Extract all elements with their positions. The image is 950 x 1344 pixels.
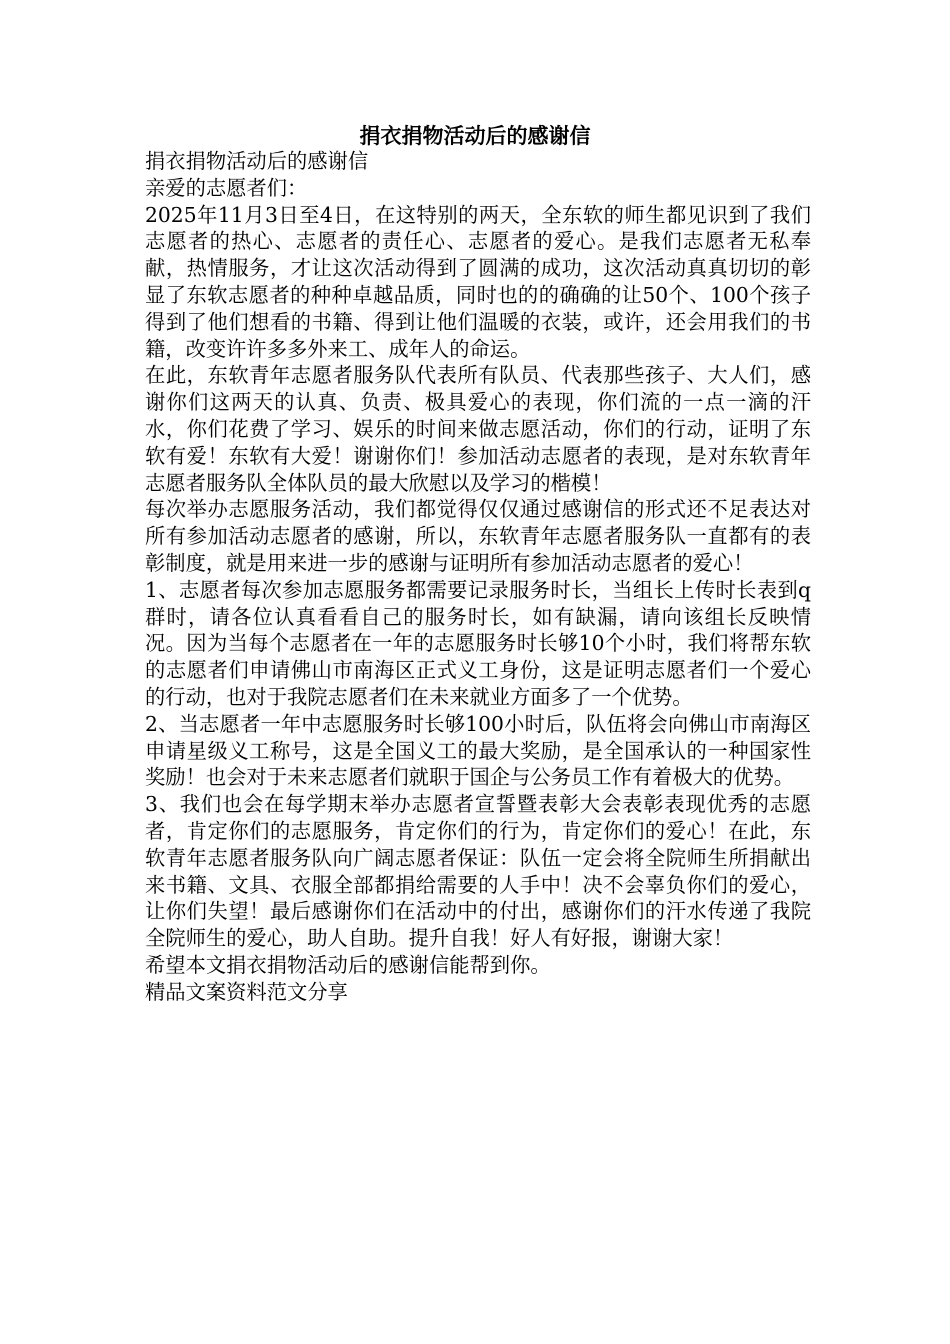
salutation: 亲爱的志愿者们： (145, 175, 308, 200)
paragraph-commendation: 每次举办志愿服务活动，我们都觉得仅仅通过感谢信的形式还不足表达对所有参加活动志愿者的感谢，所以，东软青年志愿者服务队一直都有的表彰制度，就是用来进一步的感谢与证明所有参加活动志愿者的爱心！ (145, 497, 811, 575)
document-title: 捐衣捐物活动后的感谢信 (359, 124, 591, 148)
paragraph-thanks: 在此，东软青年志愿者服务队代表所有队员、代表那些孩子、大人们，感谢你们这两天的认真、负责、极具爱心的表现，你们流的一点一滴的汗水，你们花费了学习、娱乐的时间来做志愿活动，你们的行动，证明了东软有爱！东软有大爱！谢谢你们！参加活动志愿者的表现，是对东软青年志愿者服务队全体队员的最大欣慰以及学习的楷模！ (145, 363, 811, 495)
letter-subtitle: 捐衣捐物活动后的感谢信 (145, 149, 369, 173)
list-item-2: 2、当志愿者一年中志愿服务时长够100小时后，队伍将会向佛山市南海区申请星级义工称号，这是全国义工的最大奖励，是全国承认的一种国家性奖励！也会对于未来志愿者们就职于国企与公务员工作有着极大的优势。 (145, 711, 811, 790)
list-item-1: 1、志愿者每次参加志愿服务都需要记录服务时长，当组长上传时长表到q群时，请各位认真看看自己的服务时长，如有缺漏，请向该组长反映情况。因为当每个志愿者在一年的志愿服务时长够10个小时，我们将帮东软的志愿者们申请佛山市南海区正式义工身份，这是证明志愿者们一个爱心的行动，也对于我院志愿者们在未来就业方面多了一个优势。 (145, 577, 811, 709)
footer-note: 精品文案资料范文分享 (145, 979, 348, 1004)
document-body (145, 148, 811, 1006)
paragraph-intro: 2025年11月3日至4日，在这特别的两天，全东软的师生都见识到了我们志愿者的热心、志愿者的责任心、志愿者的爱心。是我们志愿者无私奉献，热情服务，才让这次活动得到了圆满的成功，这次活动真真切切的彰显了东软志愿者的种种卓越品质，同时也的的确确的让50个、100个孩子得到了他们想看的书籍、得到让他们温暖的衣装，或许，还会用我们的书籍，改变许许多多外来工、成年人的命运。 (145, 202, 811, 361)
list-item-3: 3、我们也会在每学期末举办志愿者宣誓暨表彰大会表彰表现优秀的志愿者，肯定你们的志愿服务，肯定你们的行为，肯定你们的爱心！在此，东软青年志愿者服务队向广阔志愿者保证：队伍一定会将全院师生所捐献出来书籍、文具、衣服全部都捐给需要的人手中！决不会辜负你们的爱心，让你们失望！最后感谢你们在活动中的付出，感谢你们的汗水传递了我院全院师生的爱心，助人自助。提升自我！好人有好报，谢谢大家！ (145, 792, 811, 951)
closing-wish: 希望本文捐衣捐物活动后的感谢信能帮到你。 (145, 952, 551, 977)
